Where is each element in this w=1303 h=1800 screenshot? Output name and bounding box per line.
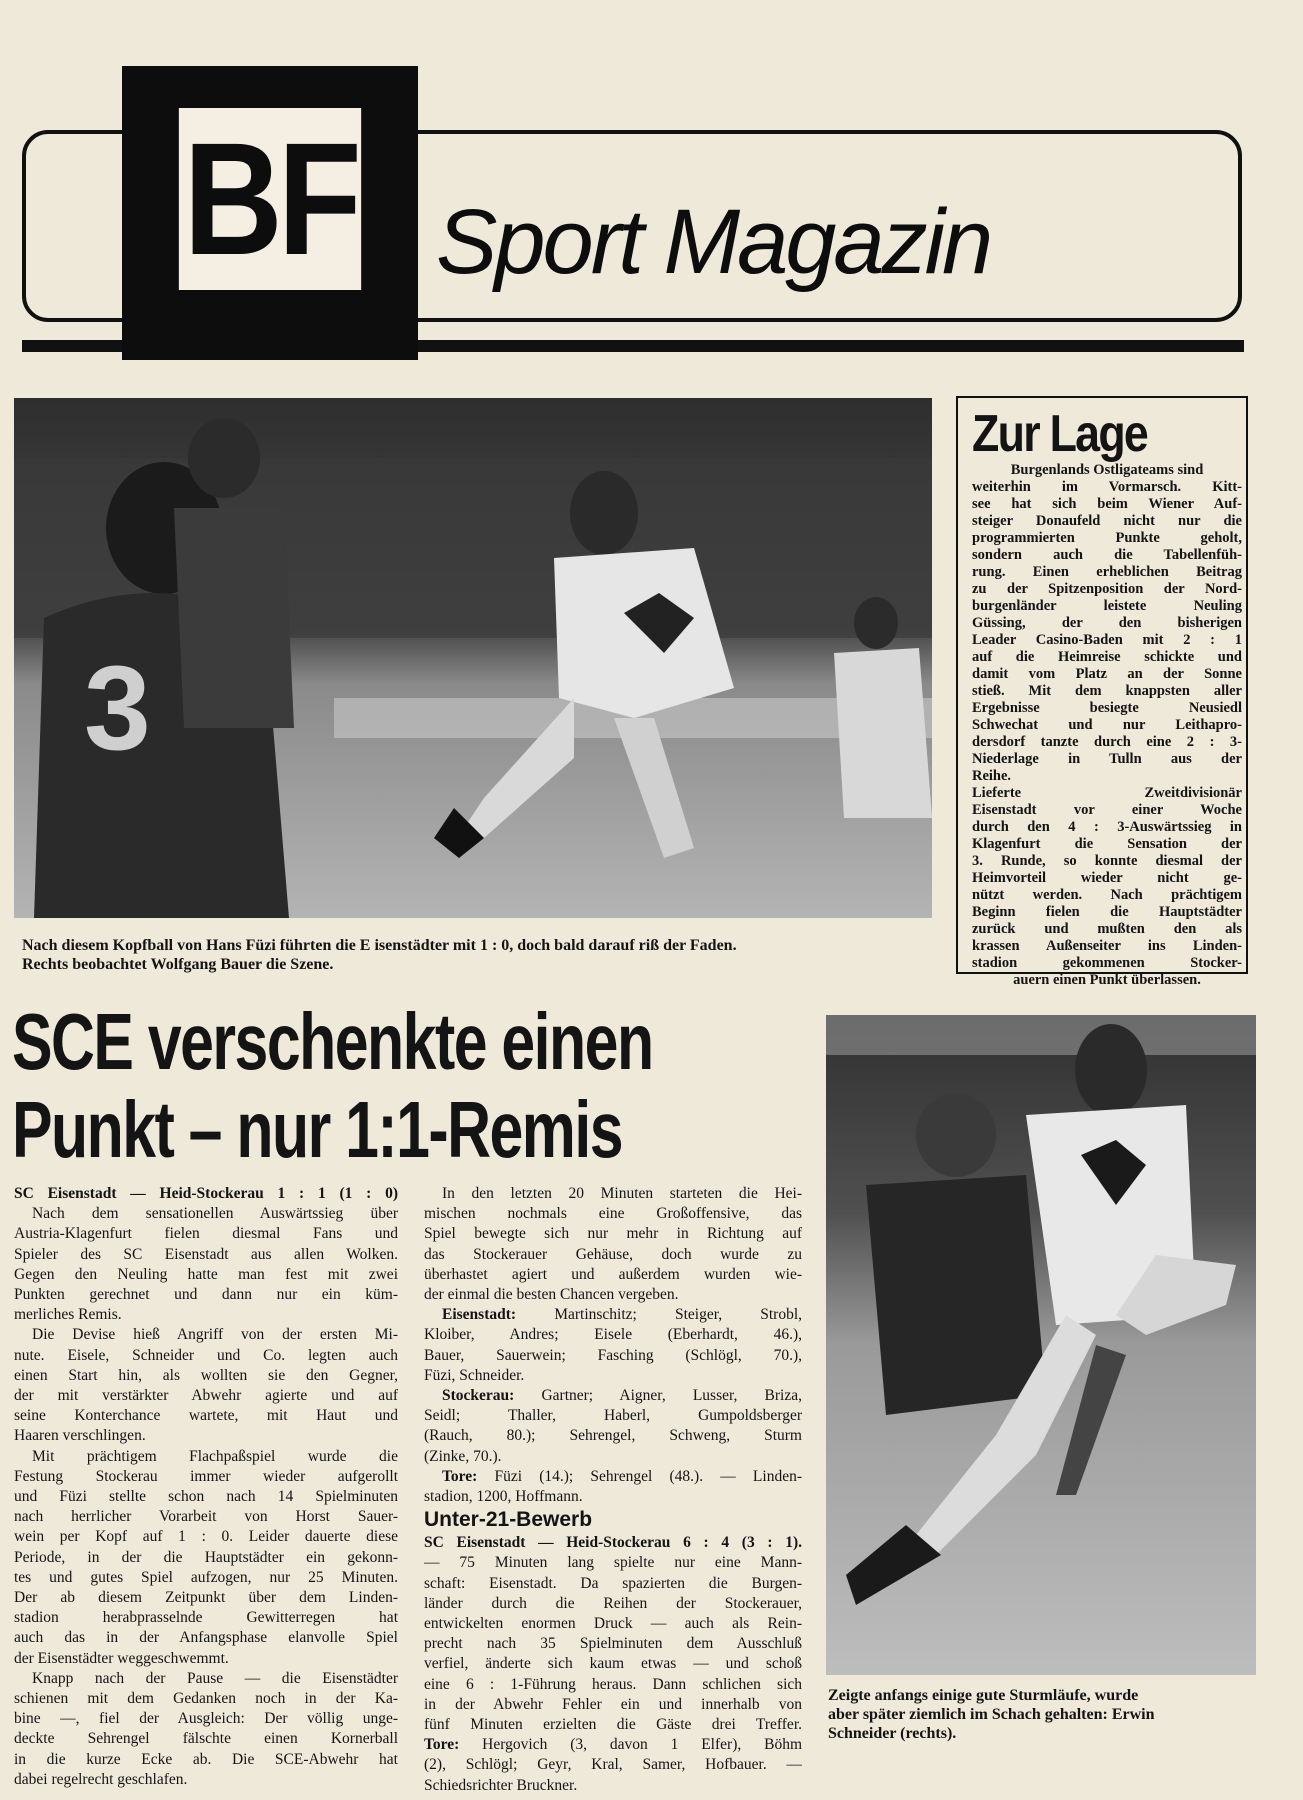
text-line: Nach dem sensationellen Auswärtssieg über (32, 1205, 398, 1223)
text-line: Stockerau: Gartner; Aigner, Lusser, Briza, (442, 1387, 802, 1405)
text-line: der mit verstärkter Abwehr agierte und auf (14, 1387, 398, 1405)
text-line: SC Eisenstadt — Heid-Stockerau 1 : 1 (1 : 0) (14, 1185, 398, 1202)
text-line: nützt werden. Nach prächtigem (972, 887, 1242, 903)
text-line: Lieferte Zweitdivisionär (972, 785, 1242, 801)
text-line: programmierten Punkte geholt, (972, 530, 1242, 546)
text-line: burgenländer leistete Neuling (972, 598, 1242, 614)
text-line: Reihe. (972, 768, 1012, 784)
text-line: see hat sich beim Wiener Auf- (972, 496, 1242, 512)
text-line: verfiel, änderte sich kaum etwas — und schoß (424, 1655, 802, 1673)
text-line: das Stockerauer Gehäuse, doch wurde zu (424, 1245, 802, 1263)
photo-caption-bottom (828, 1686, 1155, 1743)
text-line: nute. Eisele, Schneider und Co. legten auch (14, 1346, 398, 1364)
text-line: precht nach 35 Spielminuten dem Ausschluß (424, 1635, 802, 1653)
text-line: wein per Kopf auf 1 : 0. Leider dauerte diese (14, 1528, 398, 1546)
headline-line-1: SCE verschenkte einen (12, 997, 653, 1086)
text-line: zurück und mußten den als (972, 921, 1242, 937)
caption-line: aber später ziemlich im Schach gehalten: Erwin (828, 1706, 1155, 1723)
text-line: Seidl; Thaller, Haberl, Gumpoldsberger (424, 1407, 802, 1425)
caption-line: Zeigte anfangs einige gute Sturmläufe, wurde (828, 1687, 1139, 1704)
text-line: der einmal die besten Chancen vergeben. (424, 1286, 679, 1304)
text-line: merliches Remis. (14, 1306, 122, 1324)
photo-schneider (826, 1015, 1256, 1675)
text-line: Spiel bewegte sich nur mehr in Richtung auf (424, 1225, 802, 1243)
text-line: stieß. Mit dem knappsten aller (972, 683, 1242, 699)
text-line: In den letzten 20 Minuten starteten die Hei- (442, 1185, 802, 1202)
photo-header-ball-image (14, 398, 932, 918)
text-line: bine —, fiel der Ausgleich: Der völlig unge- (14, 1710, 398, 1728)
photo-schneider-image (826, 1015, 1256, 1675)
photo-header-ball (14, 398, 932, 918)
text-line: Beginn fielen die Hauptstädter (972, 904, 1242, 920)
text-line: entwickelten enormen Druck — auch als Rein- (424, 1615, 802, 1633)
text-line: Punkten gerechnet und dann nur ein küm- (14, 1286, 398, 1304)
text-line: stadion gekommenen Stocker- (972, 955, 1242, 971)
text-line: Tore: Hergovich (3, davon 1 Elfer), Böhm (424, 1736, 802, 1754)
text-line: eine 6 : 1-Führung heraus. Dann schlichen sich (424, 1675, 802, 1693)
text-line: Tore: Füzi (14.); Sehrengel (48.). — Linden- (442, 1467, 802, 1485)
text-line: Klagenfurt die Sensation der (972, 836, 1242, 852)
text-line: auf die Heimreise schickte und (972, 649, 1242, 665)
text-line: in die kurze Ecke ab. Die SCE-Abwehr hat (14, 1750, 398, 1768)
text-line: und Füzi stellte schon nach 14 Spielminuten (14, 1488, 398, 1506)
article-column-1 (14, 1184, 398, 1790)
sidebar-title: Zur Lage (972, 405, 1148, 463)
text-line: Der ab diesem Zeitpunkt über dem Linden- (14, 1589, 398, 1607)
text-line: durch den 4 : 3-Auswärtssieg in (972, 819, 1242, 835)
text-line: Burgenlands Ostligateams sind (1010, 462, 1204, 478)
text-line: tes und gutes Spiel aufzogen, nur 25 Minuten. (14, 1568, 398, 1586)
text-line: nach herrlicher Vorarbeit von Horst Sauer- (14, 1508, 398, 1526)
text-line: schaft: Eisenstadt. Da spazierten die Burgen- (424, 1574, 802, 1592)
text-line: krassen Außenseiter ins Linden- (972, 938, 1242, 954)
text-line: (Zinke, 70.). (424, 1447, 502, 1465)
text-line: überhastet agiert und außerdem wurden wie- (424, 1265, 802, 1283)
text-line: damit vom Platz an der Sonne (972, 666, 1242, 682)
text-line: Festung Stockerau immer wieder aufgerollt (14, 1467, 398, 1485)
article-column-2-u21 (424, 1533, 802, 1796)
text-line: länder durch die Reihen der Stockerauer, (424, 1594, 802, 1612)
text-line: auern einen Punkt überlassen. (1013, 972, 1201, 988)
text-line: dersdorf tanzte durch eine 2 : 3- (972, 734, 1242, 750)
text-line: Spieler des SC Eisenstadt aus allen Wolken. (14, 1245, 398, 1263)
text-line: Periode, in der die Hauptstädter ein gekonn- (14, 1548, 398, 1566)
text-line: (Rauch, 80.); Sehrengel, Schweng, Sturm (424, 1427, 802, 1445)
article-column-2-main (424, 1184, 802, 1507)
text-line: (2), Schlögl; Geyr, Kral, Samer, Hofbauer. — (424, 1756, 802, 1774)
text-line: stadion herabprasselnde Gewitterregen hat (14, 1609, 398, 1627)
text-line: Füzi, Schneider. (424, 1366, 525, 1384)
text-line: sondern auch die Tabellenfüh- (972, 547, 1242, 563)
magazine-title: Sport Magazin (436, 191, 991, 293)
text-line: Leader Casino-Baden mit 2 : 1 (972, 632, 1242, 648)
photo-caption-top (22, 936, 737, 974)
text-line: Niederlage in Tulln aus der (972, 751, 1242, 767)
text-line: 3. Runde, so konnte diesmal der (972, 853, 1242, 869)
bf-logo (122, 66, 418, 360)
text-line: zu der Spitzenposition der Nord- (972, 581, 1242, 597)
text-line: Knapp nach der Pause — die Eisenstädter (32, 1669, 398, 1687)
text-line: Bauer, Sauerwein; Fasching (Schlögl, 70.), (424, 1346, 802, 1364)
text-line: Eisenstadt: Martinschitz; Steiger, Strobl, (442, 1306, 802, 1324)
text-line: Schiedsrichter Bruckner. (424, 1776, 578, 1794)
text-line: Die Devise hieß Angriff von der ersten Mi- (32, 1326, 398, 1344)
text-line: steiger Donaufeld nicht nur die (972, 513, 1242, 529)
text-line: der Eisenstädter weggeschwemmt. (14, 1649, 229, 1667)
text-line: rung. Einen erheblichen Beitrag (972, 564, 1242, 580)
text-line: — 75 Minuten lang spielte nur eine Mann- (424, 1554, 802, 1572)
text-line: dabei regelrecht geschlafen. (14, 1770, 188, 1788)
text-line: Haaren verschlingen. (14, 1427, 146, 1445)
jersey-number: 3 (84, 641, 151, 775)
text-line: seine Konterchance wartete, mit Haut und (14, 1407, 398, 1425)
text-line: in der Abwehr Fehler ein und innerhalb von (424, 1695, 802, 1713)
text-line: stadion, 1200, Hoffmann. (424, 1488, 583, 1506)
text-line: Heimvorteil wieder nicht ge- (972, 870, 1242, 886)
text-line: SC Eisenstadt — Heid-Stockerau 6 : 4 (3 : 1). (424, 1534, 802, 1552)
article-subhead: Unter-21-Bewerb (424, 1508, 593, 1532)
bf-logo-text: BF (179, 108, 361, 290)
text-line: Austria-Klagenfurt fielen diesmal Fans und (14, 1225, 398, 1243)
caption-line: Nach diesem Kopfball von Hans Füzi führten die E isenstädter mit 1 : 0, doch bald darauf riß der Faden. (22, 937, 737, 954)
text-line: Mit prächtigem Flachpaßspiel wurde die (32, 1447, 398, 1465)
caption-line: Schneider (rechts). (828, 1725, 957, 1742)
text-line: Gegen den Neuling hatte man fest mit zwei (14, 1265, 398, 1283)
text-line: Eisenstadt vor einer Woche (972, 802, 1242, 818)
caption-line: Rechts beobachtet Wolfgang Bauer die Szene. (22, 956, 334, 973)
headline-line-2: Punkt – nur 1:1-Remis (12, 1085, 623, 1174)
text-line: mischen nochmals eine Großoffensive, das (424, 1205, 802, 1223)
text-line: Güssing, der den bisherigen (972, 615, 1242, 631)
sidebar-text (972, 462, 1242, 989)
text-line: auch das in der Anfangsphase elanvolle Spiel (14, 1629, 398, 1647)
text-line: Kloiber, Andres; Eisele (Eberhardt, 46.), (424, 1326, 802, 1344)
text-line: fünf Minuten erzielten die Gäste drei Treffer. (424, 1716, 802, 1734)
text-line: Schwechat und nur Leithapro- (972, 717, 1242, 733)
text-line: weiterhin im Vormarsch. Kitt- (972, 479, 1242, 495)
text-line: schienen mit dem Gedanken noch in der Ka- (14, 1690, 398, 1708)
text-line: Ergebnisse besiegte Neusiedl (972, 700, 1242, 716)
text-line: einen Start hin, als wollten sie den Gegner, (14, 1366, 398, 1384)
sidebar-zur-lage (956, 396, 1248, 988)
article-column-2 (424, 1184, 802, 1796)
text-line: deckte Sehrengel fälschte einen Kornerball (14, 1730, 398, 1748)
